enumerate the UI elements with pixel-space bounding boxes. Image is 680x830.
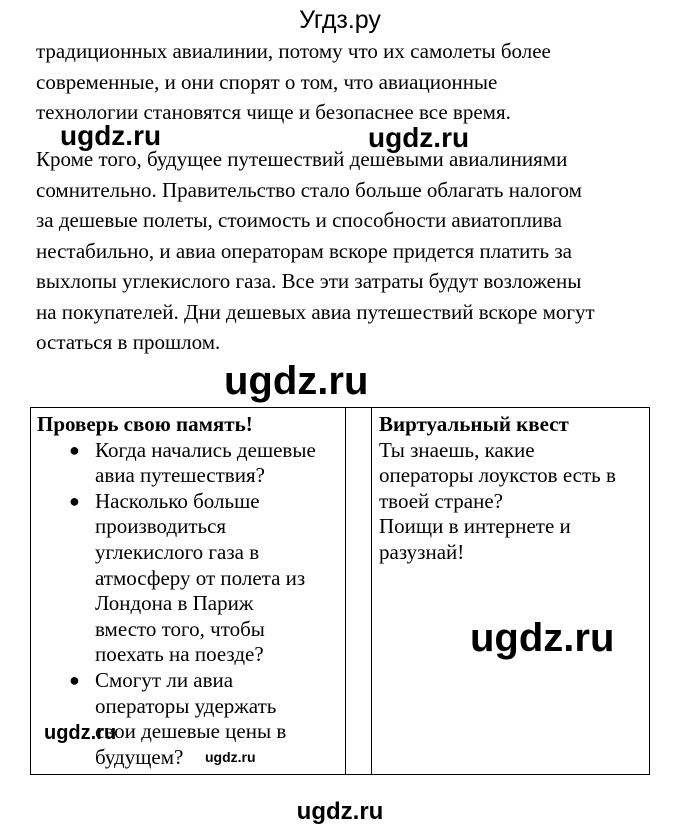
watermark: ugdz.ru <box>224 359 369 403</box>
text-line: за дешевые полеты, стоимость и способности авиатоплива <box>36 208 562 232</box>
text-line: атмосферу от полета из <box>95 565 306 590</box>
text-line: сомнительно. Правительство стало больше облагать налогом <box>36 177 582 202</box>
memory-check-heading: Проверь свою память! <box>37 412 253 436</box>
text-line: Когда начались дешевые <box>95 437 316 462</box>
text-line: твоей стране? <box>379 488 503 513</box>
text-line: поехать на поезде? <box>95 642 264 667</box>
watermark: ugdz.ru <box>296 798 384 825</box>
text-line: будущем? <box>95 744 184 769</box>
virtual-quest-heading: Виртуальный квест <box>379 412 569 436</box>
list-item <box>37 489 342 668</box>
text-line: Смогут ли авиа <box>95 667 234 692</box>
text-line: производиться <box>95 514 227 539</box>
virtual-quest-cell <box>379 412 644 566</box>
watermark: ugdz.ru <box>470 616 615 660</box>
bullet-icon: ● <box>69 439 80 460</box>
text-line: Лондона в Париж <box>95 591 254 616</box>
list-item <box>37 668 342 770</box>
text-line: углекислого газа в <box>95 539 260 564</box>
list-item <box>37 438 342 489</box>
text-line: Насколько больше <box>95 488 260 513</box>
text-line: свои дешевые цены в <box>95 719 287 744</box>
text-line: традиционных авиалинии, потому что их самолеты более <box>36 39 551 63</box>
watermark: ugdz.ru <box>60 120 162 151</box>
info-table <box>30 407 650 775</box>
text-line: операторы удержать <box>95 693 277 718</box>
text-line: операторы лоукстов есть в <box>379 463 616 488</box>
watermark: ugdz.ru <box>368 122 470 153</box>
table-divider <box>371 408 372 774</box>
text-line: Поищи в интернете и <box>379 514 571 539</box>
text-line: Ты знаешь, какие <box>379 437 535 462</box>
text-line: выхлопы углекислого газа. Все эти затраты будут возложены <box>36 269 582 293</box>
text-line: разузнай! <box>379 539 465 564</box>
paragraph-2 <box>36 144 666 358</box>
text-line: вместо того, чтобы <box>95 616 265 641</box>
memory-check-cell <box>37 412 342 770</box>
text-line: технологии становятся чище и безопаснее все время. <box>36 100 511 124</box>
text-line: на покупателей. Дни дешевых авиа путешествий вскоре могут <box>36 299 595 324</box>
bullet-icon: ● <box>69 669 80 690</box>
site-header: Угдз.ру <box>299 6 381 34</box>
text-line: нестабильно, и авиа операторам вскоре придется платить за <box>36 238 573 263</box>
table-divider <box>345 408 346 774</box>
paragraph-1 <box>36 36 666 128</box>
text-line: остаться в прошлом. <box>36 330 221 354</box>
watermark: ugdz.ru <box>44 722 117 744</box>
text-line: Кроме того, будущее путешествий дешевыми авиалиниями <box>36 147 568 171</box>
text-line: современные, и они спорят о том, что авиационные <box>36 69 498 94</box>
bullet-icon: ● <box>69 490 80 511</box>
watermark: ugdz.ru <box>205 749 256 765</box>
text-line: авиа путешествия? <box>95 463 265 488</box>
question-list <box>37 438 342 771</box>
